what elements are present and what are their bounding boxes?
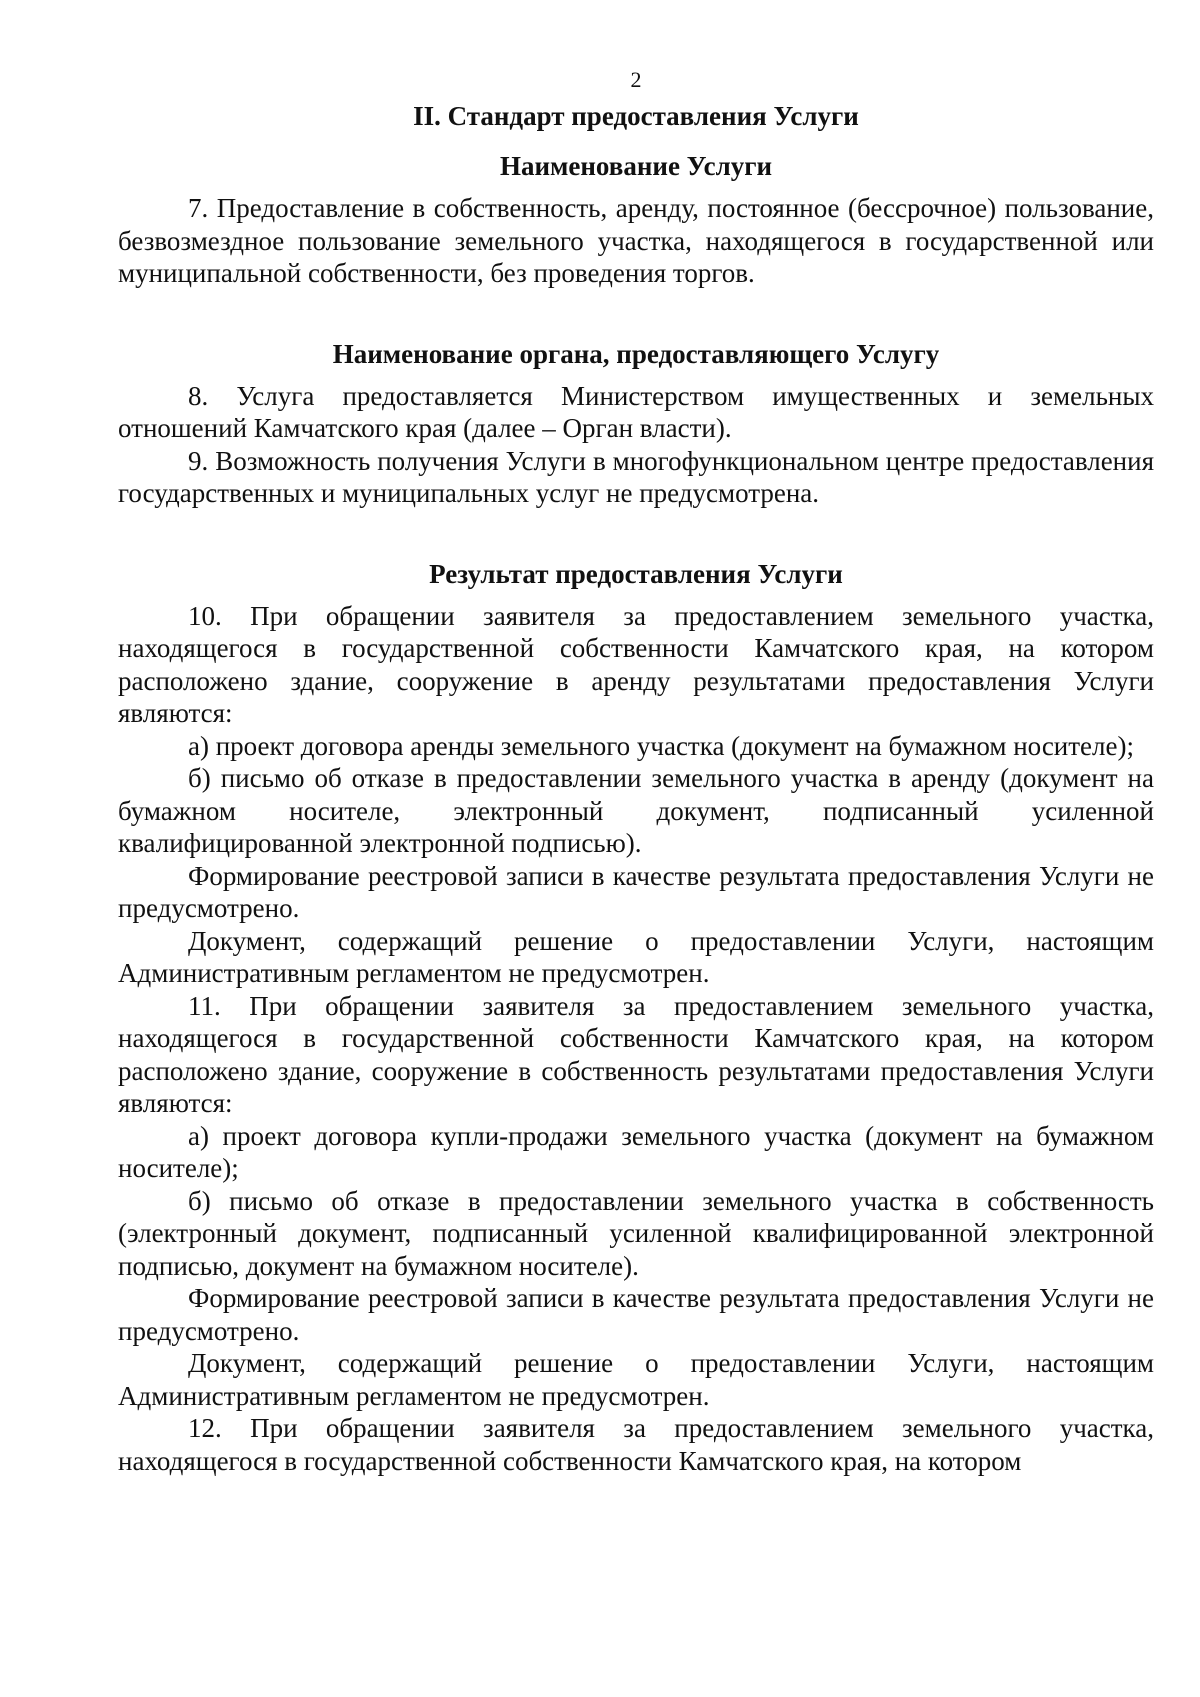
paragraph-8: 8. Услуга предоставляется Министерством имущественных и земельных отношений Камчатского края (далее – Орган власти). <box>118 380 1154 443</box>
result-heading: Результат предоставления Услуги <box>429 558 843 589</box>
paragraph-11-b: б) письмо об отказе в предоставлении земельного участка в собственность (электронный документ, подписанный усиленной квалифицированной электронной подписью, документ на бумажном носителе). <box>118 1185 1154 1281</box>
paragraph-9: 9. Возможность получения Услуги в многофункциональном центре предоставления государственных и муниципальных услуг не предусмотрена. <box>118 445 1154 508</box>
paragraph-11-a: а) проект договора купли-продажи земельного участка (документ на бумажном носителе); <box>118 1120 1154 1183</box>
paragraph-12: 12. При обращении заявителя за предоставлением земельного участка, находящегося в государственной собственности Камчатского края, на котором <box>118 1413 1154 1476</box>
paragraph-11-registry: Формирование реестровой записи в качестве результата предоставления Услуги не предусмотрено. <box>118 1283 1154 1346</box>
organ-heading: Наименование органа, предоставляющего Услугу <box>332 338 940 369</box>
section-heading: II. Стандарт предоставления Услуги <box>413 101 859 131</box>
paragraph-10-a: а) проект договора аренды земельного участка (документ на бумажном носителе); <box>188 730 1134 761</box>
paragraph-7: 7. Предоставление в собственность, аренду, постоянное (бессрочное) пользование, безвозмездное пользование земельного участка, находящегося в государственной или муниципальной собственности, без проведения торгов. <box>118 193 1154 288</box>
paragraph-10: 10. При обращении заявителя за предоставлением земельного участка, находящегося в государственной собственности Камчатского края, на котором расположено здание, сооружение в аренду результатами предоставления Услуги являются: <box>118 600 1154 728</box>
paragraph-10-b: б) письмо об отказе в предоставлении земельного участка в аренду (документ на бумажном носителе, электронный документ, подписанный усиленной квалифицированной электронной подписью). <box>118 763 1154 858</box>
paragraph-10-registry: Формирование реестровой записи в качестве результата предоставления Услуги не предусмотрено. <box>118 860 1154 923</box>
service-name-heading: Наименование Услуги <box>499 151 773 181</box>
paragraph-11: 11. При обращении заявителя за предоставлением земельного участка, находящегося в государственной собственности Камчатского края, на котором расположено здание, сооружение в собственность результатами предоставления Услуги являются: <box>118 990 1154 1118</box>
paragraph-10-decision: Документ, содержащий решение о предоставлении Услуги, настоящим Административным регламентом не предусмотрен. <box>118 925 1154 988</box>
document-page <box>118 66 1154 1477</box>
page-number: 2 <box>630 67 642 92</box>
paragraph-11-decision: Документ, содержащий решение о предоставлении Услуги, настоящим Административным регламентом не предусмотрен. <box>118 1348 1154 1411</box>
